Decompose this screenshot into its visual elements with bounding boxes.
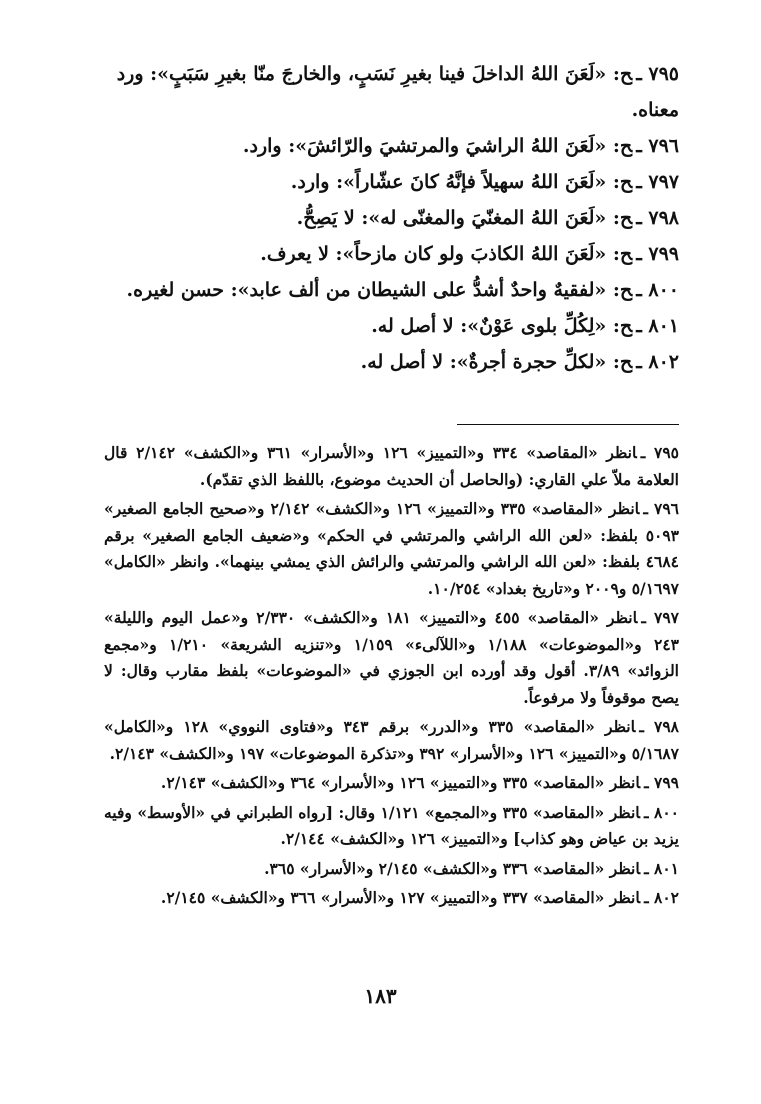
entry-text: ح: «لَعَنَ اللهُ سهيلاً فإنَّهُ كانَ عشّاراً»: وارد.: [290, 171, 633, 193]
hadith-entry: [96, 344, 679, 380]
footnote: [104, 885, 679, 912]
footnote: [104, 770, 679, 797]
footnote: [104, 714, 679, 767]
footnote-number: ٧٩٦ ـ: [643, 499, 680, 518]
footnote-text: انظر «المقاصد» ٣٣٤ و«التمييز» ١٢٦ و«الأسرار» ٣٦١ و«الكشف» ٢/١٤٢ قال العلامة ملاّ علي القاري: (والحاصل أن الحديث موضوع، باللفظ الذي تقدّم).: [104, 443, 679, 489]
footnote: [104, 856, 679, 883]
entry-text: ح: «لفقيهٌ واحدٌ أشدُّ على الشيطان من ألف عابد»: حسن لغيره.: [126, 279, 633, 301]
hadith-entry: [96, 200, 679, 236]
entry-number: ٧٩٩ ـ: [636, 243, 679, 265]
footnote-text: انظر «المقاصد» ٣٣٥ و«التمييز» ١٢٦ و«الكشف» ٢/١٤٢ و«صحيح الجامع الصغير» ٥٠٩٣ بلفظ: «لعن الله الراشي والمرتشي في الحكم» و«ضعيف الجامع الصغير» برقم ٤٦٨٤ بلفظ: «لعن الله الراشي والمرتشي والرائش الذي يمشي بينهما». وانظر «الكامل» ٥/١٦٩٧ و٢٠٠٩ و«تاريخ بغداد» ١٠/٢٥٤.: [104, 499, 679, 598]
hadith-entries: [96, 56, 679, 380]
footnote-text: انظر «المقاصد» ٣٣٧ و«التمييز» ١٢٧ و«الأسرار» ٣٦٦ و«الكشف» ٢/١٤٥.: [160, 888, 641, 907]
footnote-number: ٨٠٠ ـ: [644, 802, 680, 822]
hadith-entry: [96, 236, 679, 272]
entry-text: ح: «لِكُلِّ بلوى عَوْنٌ»: لا أصل له.: [371, 315, 633, 337]
page-number: ١٨٣: [364, 984, 397, 1008]
footnote-text: انظر «المقاصد» ٣٣٦ و«الكشف» ٢/١٤٥ و«الأسرار» ٣٦٥.: [264, 858, 641, 878]
footnote-number: ٧٩٧ ـ: [641, 608, 680, 627]
footnote-number: ٨٠٢ ـ: [644, 888, 679, 907]
hadith-entry: [96, 128, 679, 164]
footnote-divider: [457, 424, 679, 425]
entry-number: ٧٩٨ ـ: [636, 207, 679, 229]
footnote-text: انظر «المقاصد» ٣٣٥ و«المجمع» ١/١٢١ وقال: [رواه الطبراني في «الأوسط» وفيه يزيد بن عياض وهو كذاب] و«التمييز» ١٢٦ و«الكشف» ٢/١٤٤.: [104, 802, 679, 848]
footnote-text: انظر «المقاصد» ٣٣٥ و«التمييز» ١٢٦ و«الأسرار» ٣٦٤ و«الكشف» ٢/١٤٣.: [160, 773, 641, 792]
footnote: [104, 496, 679, 602]
footnote-text: انظر «المقاصد» ٤٥٥ و«التمييز» ١٨١ و«الكشف» ٢/٣٣٠ و«عمل اليوم والليلة» ٢٤٣ و«الموضوعات» ١/١٨٨ و«اللآلىء» ١/١٥٩ و«تنزيه الشريعة» ١/٢١٠ و«مجمع الزوائد» ٣/٨٩. أقول وقد أورده ابن الجوزي في «الموضوعات» بلفظ مقارب وقال: لا يصح موقوفاً ولا مرفوعاً.: [104, 608, 679, 707]
entry-text: ح: «لَعَنَ اللهُ الراشيَ والمرتشيَ والرّائشَ»: وارد.: [242, 135, 633, 157]
entry-text: ح: «لَعَنَ اللهُ الكاذبَ ولو كان مازحاً»: لا يعرف.: [260, 243, 633, 265]
entry-text: ح: «لكلِّ حجرة أجرةٌ»: لا أصل له.: [360, 351, 633, 373]
footnote-number: ٧٩٩ ـ: [644, 773, 679, 792]
footnote-number: ٧٩٨ ـ: [639, 717, 680, 736]
footnote-text: انظر «المقاصد» ٣٣٥ و«الدرر» برقم ٣٤٣ و«فتاوى النووي» ١٢٨ و«الكامل» ٥/١٦٨٧ و«التمييز» ١٢٦ و«الأسرار» ٣٩٢ و«تذكرة الموضوعات» ١٩٧ و«الكشف» ٢/١٤٣.: [104, 717, 679, 763]
footnote: [104, 605, 679, 711]
entry-number: ٨٠٢ ـ: [636, 351, 679, 373]
hadith-entry: [96, 308, 679, 344]
entry-number: ٧٩٧ ـ: [636, 171, 679, 193]
footnote: [104, 800, 679, 853]
hadith-entry: [96, 164, 679, 200]
entry-text: ح: «لَعَنَ اللهُ الداخلَ فينا بغيرِ نَسَبٍ، والخارجَ منّا بغيرِ سَبَبٍ»: ورد معناه.: [116, 63, 679, 121]
entry-text: ح: «لَعَنَ اللهُ المغنّيَ والمغنّى له»: لا يَصِحُّ.: [296, 207, 633, 229]
entry-number: ٨٠١ ـ: [636, 315, 679, 337]
entry-number: ٧٩٦ ـ: [636, 135, 679, 157]
footnotes: [104, 440, 679, 915]
footnote-number: ٧٩٥ ـ: [640, 443, 679, 462]
hadith-entry: [96, 56, 679, 128]
hadith-entry: [96, 272, 679, 308]
entry-number: ٧٩٥ ـ: [636, 63, 679, 85]
footnote-number: ٨٠١ ـ: [644, 858, 679, 878]
entry-number: ٨٠٠ ـ: [636, 279, 679, 301]
footnote: [104, 440, 679, 493]
